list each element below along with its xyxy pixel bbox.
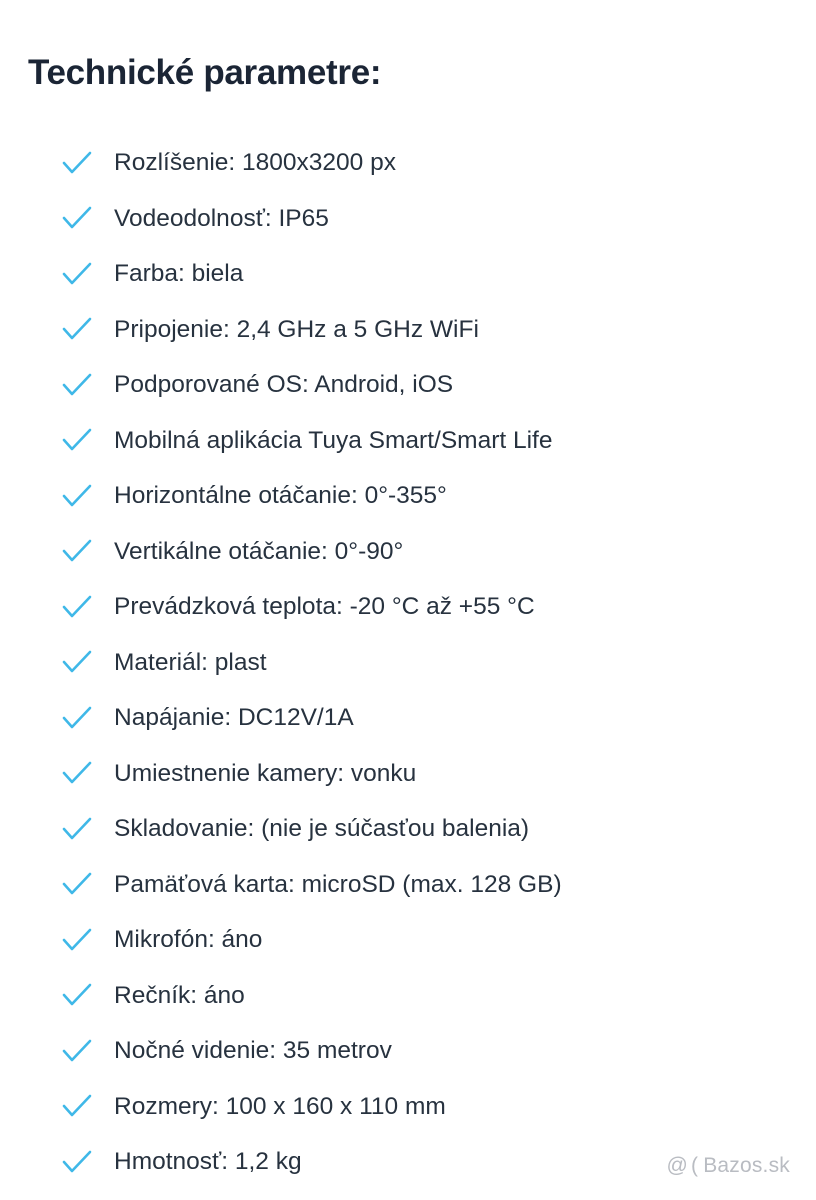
list-item	[60, 912, 786, 968]
specification-list	[60, 135, 786, 1190]
spec-text: Mobilná aplikácia Tuya Smart/Smart Life	[114, 426, 553, 454]
list-item	[60, 191, 786, 247]
watermark-at-symbol: @	[666, 1154, 688, 1177]
check-icon	[60, 312, 94, 346]
check-icon	[60, 701, 94, 735]
spec-text: Rečník: áno	[114, 981, 245, 1009]
spec-text: Materiál: plast	[114, 648, 267, 676]
check-icon	[60, 645, 94, 679]
list-item	[60, 524, 786, 580]
list-item	[60, 302, 786, 358]
check-icon	[60, 756, 94, 790]
spec-text: Podporované OS: Android, iOS	[114, 371, 454, 399]
check-icon	[60, 368, 94, 402]
spec-text: Rozlíšenie: 1800x3200 px	[114, 149, 396, 177]
check-icon	[60, 423, 94, 457]
check-icon	[60, 257, 94, 291]
check-icon	[60, 201, 94, 235]
check-icon	[60, 812, 94, 846]
list-item	[60, 968, 786, 1024]
list-item	[60, 690, 786, 746]
spec-text: Prevádzková teplota: -20 °C až +55 °C	[114, 593, 535, 621]
watermark	[666, 1154, 790, 1178]
check-icon	[60, 590, 94, 624]
spec-text: Skladovanie: (nie je súčasťou balenia)	[114, 815, 530, 843]
list-item	[60, 1079, 786, 1135]
watermark-paren: (	[690, 1154, 699, 1177]
spec-text: Vodeodolnosť: IP65	[114, 204, 329, 232]
check-icon	[60, 978, 94, 1012]
list-item	[60, 413, 786, 469]
check-icon	[60, 1089, 94, 1123]
spec-text: Rozmery: 100 x 160 x 110 mm	[114, 1092, 446, 1120]
spec-text: Pripojenie: 2,4 GHz a 5 GHz WiFi	[114, 315, 479, 343]
page-title: Technické parametre:	[28, 53, 382, 93]
check-icon	[60, 1145, 94, 1179]
check-icon	[60, 923, 94, 957]
list-item	[60, 746, 786, 802]
spec-text: Hmotnosť: 1,2 kg	[114, 1148, 302, 1176]
spec-text: Horizontálne otáčanie: 0°-355°	[114, 482, 447, 510]
list-item	[60, 135, 786, 191]
list-item	[60, 635, 786, 691]
spec-text: Nočné videnie: 35 metrov	[114, 1037, 392, 1065]
list-item	[60, 1023, 786, 1079]
check-icon	[60, 534, 94, 568]
spec-text: Mikrofón: áno	[114, 926, 263, 954]
spec-text: Farba: biela	[114, 260, 244, 288]
list-item	[60, 357, 786, 413]
check-icon	[60, 867, 94, 901]
list-item	[60, 857, 786, 913]
watermark-text: Bazos.sk	[703, 1154, 790, 1177]
spec-text: Vertikálne otáčanie: 0°-90°	[114, 537, 404, 565]
spec-text: Napájanie: DC12V/1A	[114, 704, 354, 732]
list-item	[60, 579, 786, 635]
check-icon	[60, 1034, 94, 1068]
spec-text: Pamäťová karta: microSD (max. 128 GB)	[114, 870, 562, 898]
list-item	[60, 801, 786, 857]
spec-text: Umiestnenie kamery: vonku	[114, 759, 417, 787]
check-icon	[60, 146, 94, 180]
list-item	[60, 246, 786, 302]
list-item	[60, 468, 786, 524]
check-icon	[60, 479, 94, 513]
